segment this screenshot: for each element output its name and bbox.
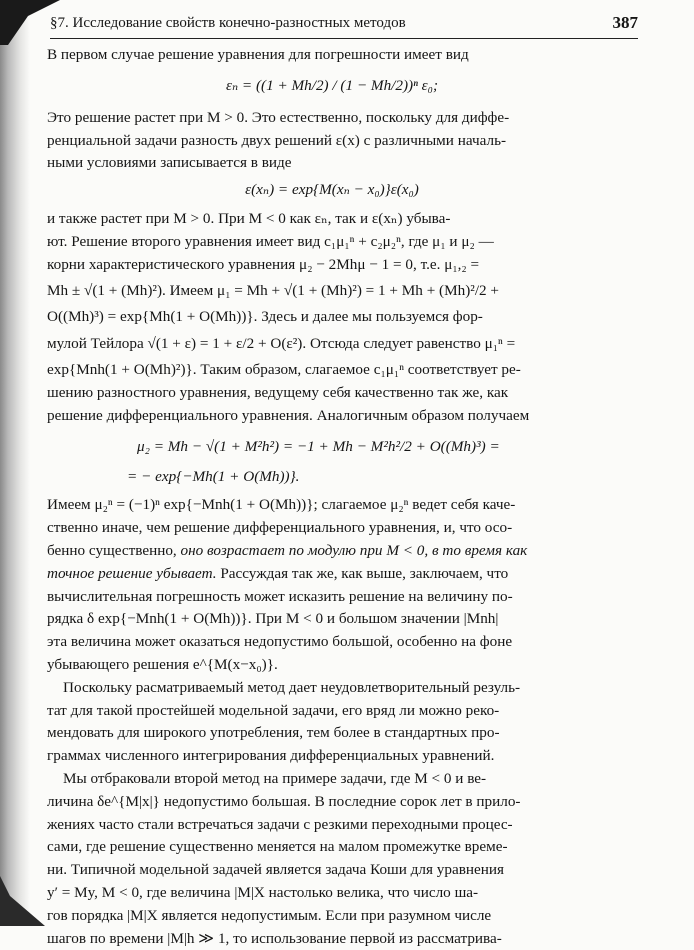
page-number: 387: [613, 13, 639, 33]
text-line: [47, 540, 617, 563]
text-line: Mh ± √(1 + (Mh)²). Имеем μ₁ = Mh + √(1 + (Mh)²) = 1 + Mh + (Mh)²/2 +: [47, 276, 617, 306]
page-body: [47, 44, 617, 950]
equation: μ₂ = Mh − √(1 + M²h²) = −1 + Mh − M²h²/2 + O((Mh)³) =: [137, 432, 617, 462]
text-line: мендовать для широкого употребления, тем более в стандартных про-: [47, 722, 617, 745]
text-line: решение дифференциального уравнения. Аналогичным образом получаем: [47, 405, 617, 428]
text-line: y′ = My, M < 0, где величина |M|X настолько велика, что число ша-: [47, 882, 617, 905]
emphasis-text: оно возрастает по модулю при M < 0, в то время как: [181, 542, 528, 559]
emphasis-text: точное решение убывает.: [47, 565, 217, 582]
text-line: Мы отбраковали второй метод на примере задачи, где M < 0 и ве-: [47, 768, 617, 791]
text-line: Это решение растет при M > 0. Это естественно, поскольку для диффе-: [47, 107, 617, 130]
text-line: убывающего решения e^{M(x−x₀)}.: [47, 654, 617, 677]
text-line: вычислительная погрешность может исказить решение на величину по-: [47, 586, 617, 609]
equation: εₙ = ((1 + Mh/2) / (1 − Mh/2))ⁿ ε₀;: [47, 71, 617, 101]
running-head: §7. Исследование свойств конечно-разностных методов: [50, 15, 406, 32]
text-line: сами, где решение существенно меняется на малом промежутке време-: [47, 836, 617, 859]
text-line: ственно иначе, чем решение дифференциального уравнения, и, что осо-: [47, 517, 617, 540]
page-header: [50, 12, 638, 39]
page-left-shadow: [0, 0, 30, 926]
text-span: бенно существенно,: [47, 542, 181, 559]
text-line: ными условиями записывается в виде: [47, 152, 617, 175]
text-line: рядка δ exp{−Mnh(1 + O(Mh))}. При M < 0 и большом значении |Mnh|: [47, 608, 617, 631]
equation: ε(xₙ) = exp{M(xₙ − x₀)}ε(x₀): [47, 179, 617, 202]
text-span: Рассуждая так же, как выше, заключаем, что: [217, 565, 509, 582]
text-line: ют. Решение второго уравнения имеет вид c₁μ₁ⁿ + c₂μ₂ⁿ, где μ₁ и μ₂ —: [47, 231, 617, 254]
text-line: В первом случае решение уравнения для погрешности имеет вид: [47, 44, 617, 67]
text-line: шению разностного уравнения, ведущему себя качественно так же, как: [47, 382, 617, 405]
text-line: гов порядка |M|X является недопустимым. Если при разумном числе: [47, 905, 617, 928]
text-line: Поскольку расматриваемый метод дает неудовлетворительный резуль-: [47, 677, 617, 700]
text-line: ни. Типичной модельной задачей является задача Коши для уравнения: [47, 859, 617, 882]
text-line: и также растет при M > 0. При M < 0 как εₙ, так и ε(xₙ) убыва-: [47, 208, 617, 231]
scan-corner-bottom-left: [0, 866, 45, 926]
text-line: мулой Тейлора √(1 + ε) = 1 + ε/2 + O(ε²). Отсюда следует равенство μ₁ⁿ =: [47, 329, 617, 359]
text-line: [47, 563, 617, 586]
text-line: корни характеристического уравнения μ₂ − 2Mhμ − 1 = 0, т.е. μ₁,₂ =: [47, 254, 617, 277]
text-line: шагов по времени |M|h ≫ 1, то использование первой из рассматрива-: [47, 928, 617, 950]
text-line: личина δe^{M|x|} недопустимо большая. В последние сорок лет в прило-: [47, 791, 617, 814]
equation: = − exp{−Mh(1 + O(Mh))}.: [127, 466, 617, 489]
text-line: ренциальной задачи разность двух решений ε(x) с различными началь-: [47, 130, 617, 153]
text-line: граммах численного интегрирования дифференциальных уравнений.: [47, 745, 617, 768]
text-line: эта величина может оказаться недопустимо большой, особенно на фоне: [47, 631, 617, 654]
text-line: exp{Mnh(1 + O(Mh)²)}. Таким образом, слагаемое c₁μ₁ⁿ соответствует ре-: [47, 359, 617, 382]
text-line: тат для такой простейшей модельной задачи, его вряд ли можно реко-: [47, 700, 617, 723]
text-line: Имеем μ₂ⁿ = (−1)ⁿ exp{−Mnh(1 + O(Mh))}; слагаемое μ₂ⁿ ведет себя каче-: [47, 494, 617, 517]
text-line: O((Mh)³) = exp{Mh(1 + O(Mh))}. Здесь и далее мы пользуемся фор-: [47, 306, 617, 329]
text-line: жениях часто стали встречаться задачи с резкими переходными процес-: [47, 814, 617, 837]
